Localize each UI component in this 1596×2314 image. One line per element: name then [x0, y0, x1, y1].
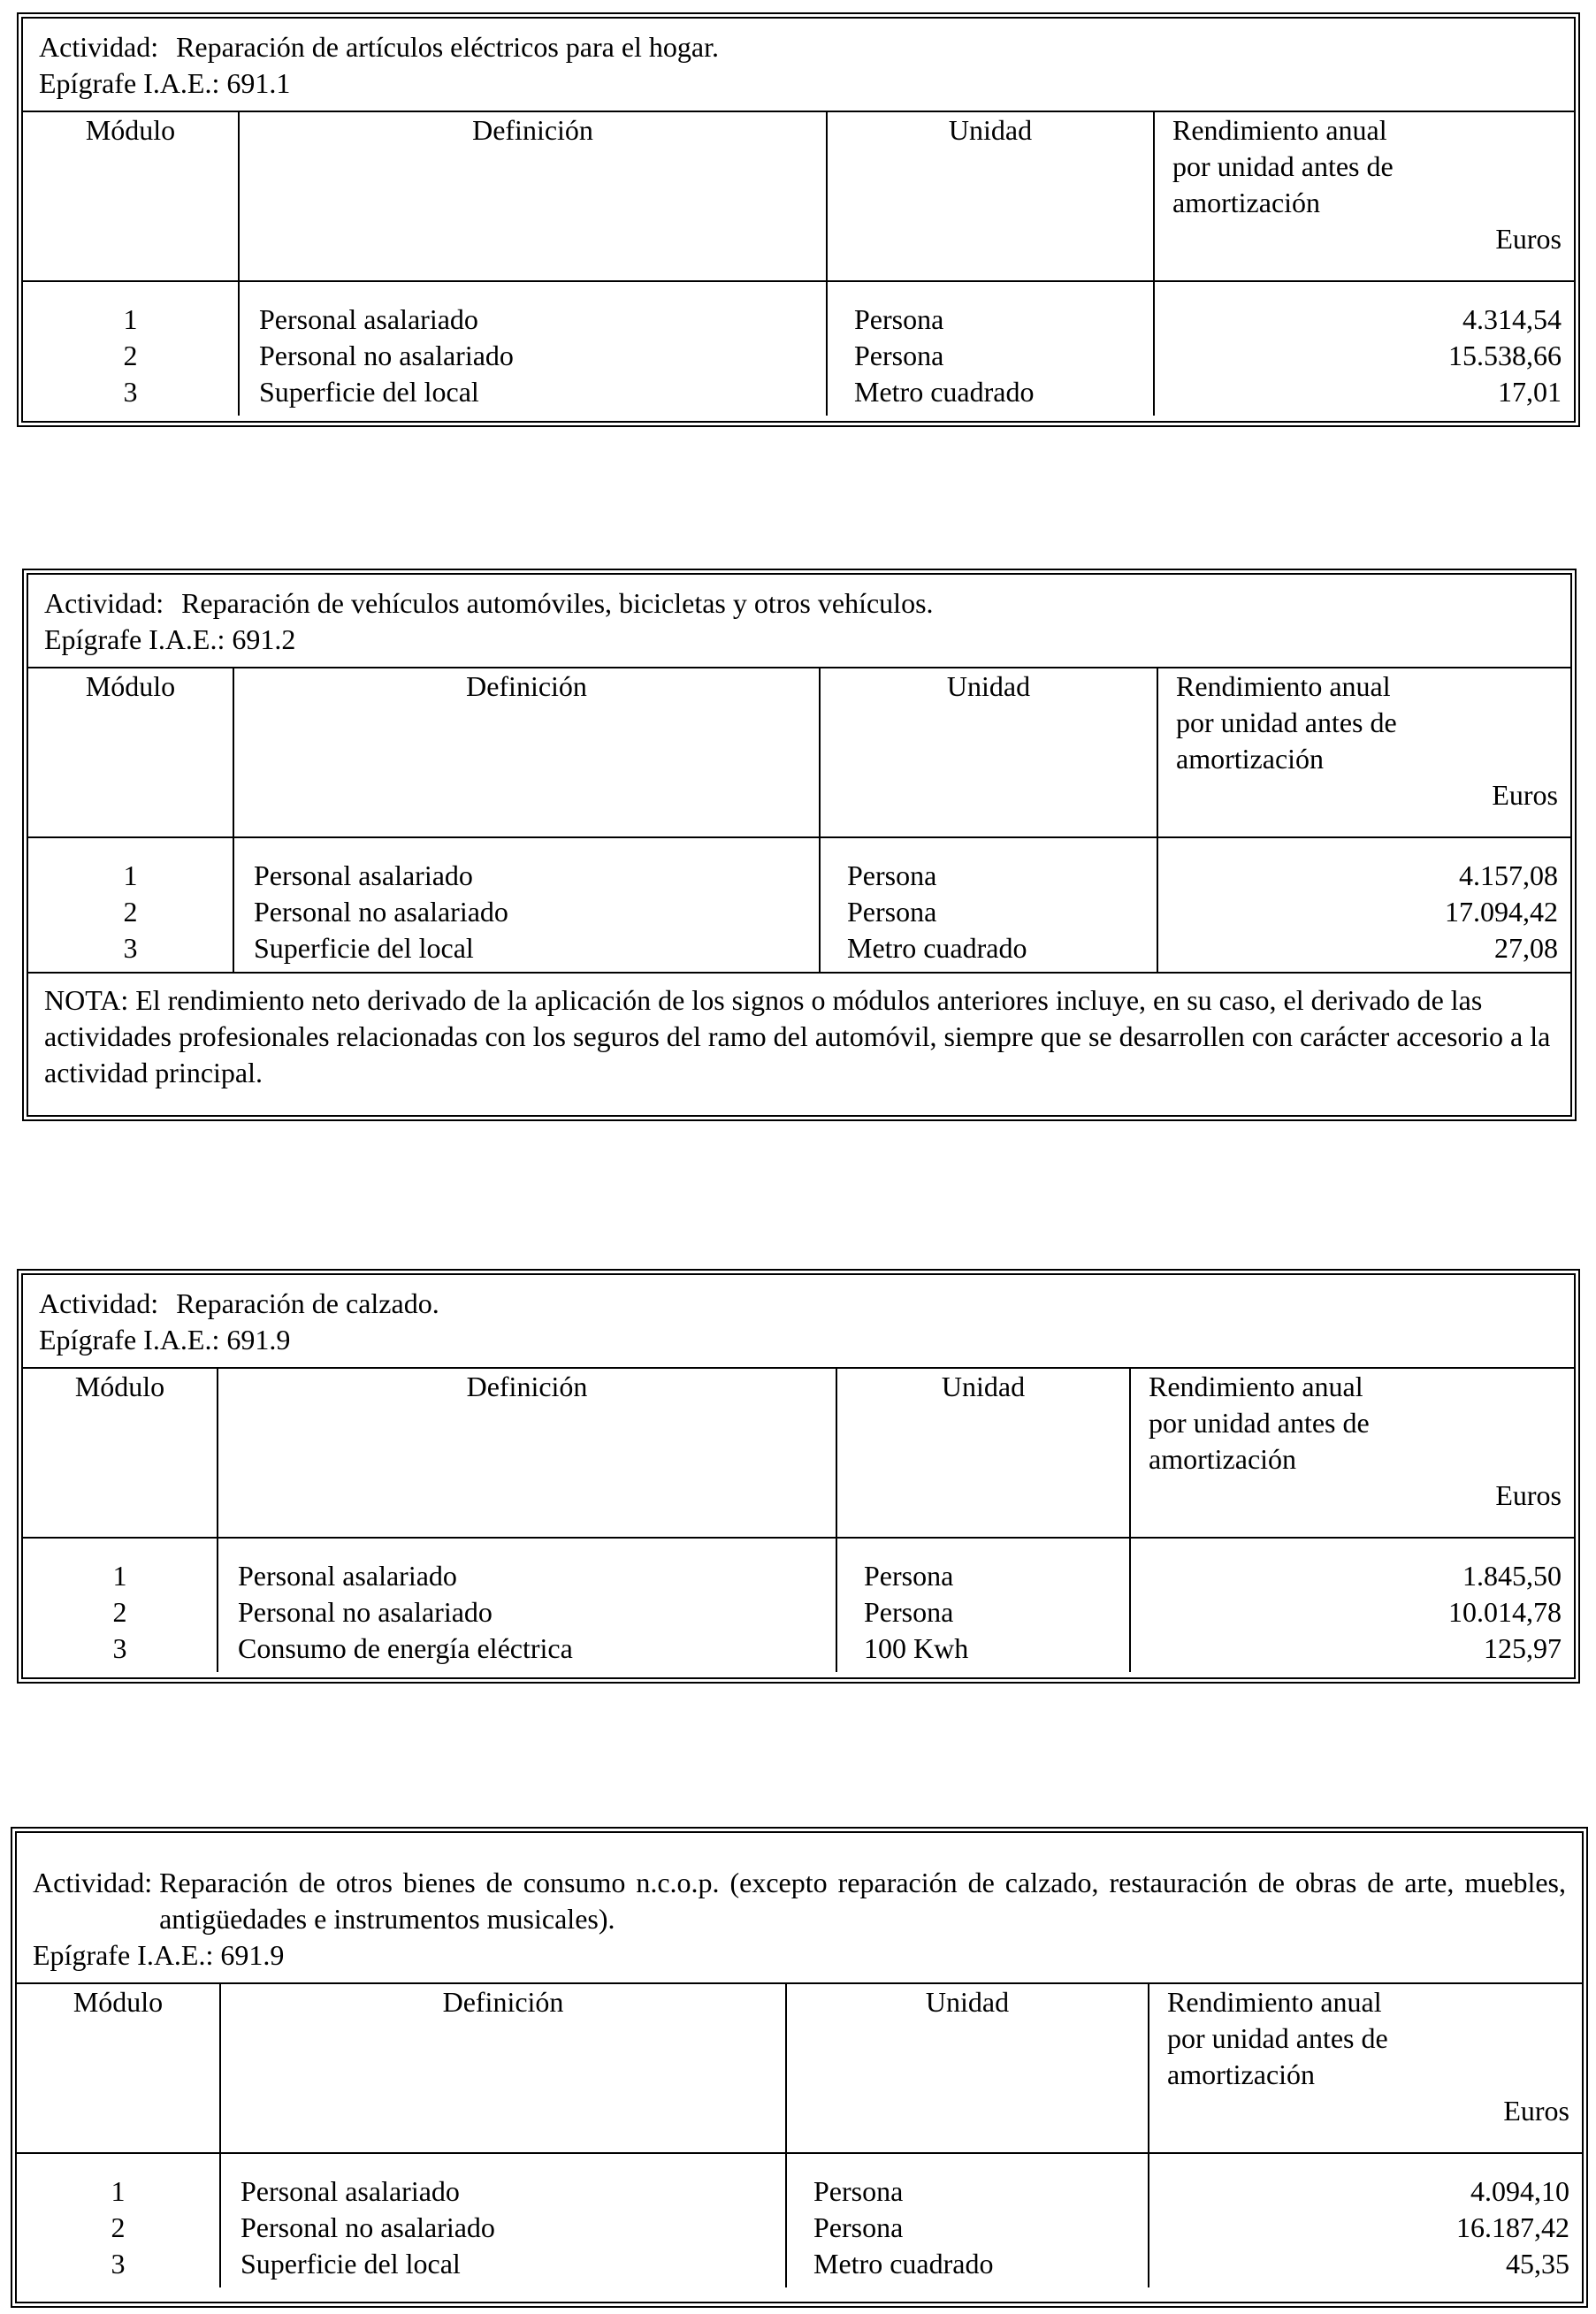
- epigrafe: Epígrafe I.A.E.: 691.9: [39, 1324, 291, 1356]
- header-definicion: Definición: [239, 111, 827, 281]
- modulo-column: 1 2 3: [123, 859, 138, 964]
- actividad-text: Reparación de calzado.: [176, 1287, 439, 1319]
- header-unidad: Unidad: [836, 1368, 1130, 1538]
- epigrafe: Epígrafe I.A.E.: 691.9: [33, 1939, 285, 1971]
- header-definicion: Definición: [218, 1368, 836, 1538]
- definicion-column: Personal asalariado Personal no asalariado Consumo de energía eléctrica: [218, 1538, 836, 1672]
- epigrafe: Epígrafe I.A.E.: 691.1: [39, 67, 291, 99]
- actividad-text: Reparación de otros bienes de consumo n.c.o.p. (excepto reparación de calzado, restauración de obras de arte, muebles, antigüedades e instrumentos musicales).: [159, 1867, 1566, 1935]
- table-691-9-calzado: [17, 1269, 1580, 1684]
- nota: NOTA: El rendimiento neto derivado de la aplicación de los signos o módulos anteriores incluye, en su caso, el derivado de las actividades profesionales relacionadas con los seguros del ramo del automóvil, siempre que se desarrollen con carácter accesorio a la actividad principal.: [28, 973, 1570, 1096]
- header-modulo: Módulo: [23, 111, 239, 281]
- header-rendimiento: Rendimiento anual por unidad antes de amortización Euros: [1154, 111, 1574, 281]
- header-rendimiento: Rendimiento anual por unidad antes de amortización Euros: [1149, 1983, 1582, 2153]
- actividad-label: Actividad:: [39, 31, 159, 63]
- table-691-9-otros: [11, 1827, 1588, 2308]
- header-unidad: Unidad: [786, 1983, 1149, 2153]
- table-691-2: [22, 569, 1577, 1121]
- actividad-text: Reparación de vehículos automóviles, bicicletas y otros vehículos.: [181, 587, 934, 619]
- rendimiento-column: 4.157,08 17.094,42 27,08: [1157, 837, 1570, 973]
- header-modulo: Módulo: [28, 668, 233, 837]
- header-euros: Euros: [1495, 223, 1562, 255]
- actividad-label: Actividad:: [44, 587, 164, 619]
- header-rendimiento: Rendimiento anual por unidad antes de amortización Euros: [1130, 1368, 1574, 1538]
- header-rendimiento: Rendimiento anual por unidad antes de amortización Euros: [1157, 668, 1570, 837]
- header-definicion: Definición: [233, 668, 820, 837]
- unidad-column: Persona Persona 100 Kwh: [836, 1538, 1130, 1672]
- header-modulo: Módulo: [17, 1983, 220, 2153]
- actividad-label: Actividad:: [33, 1867, 153, 1898]
- header-modulo: Módulo: [23, 1368, 218, 1538]
- rendimiento-column: 4.314,54 15.538,66 17,01: [1154, 281, 1574, 416]
- definicion-column: Personal asalariado Personal no asalariado Superficie del local: [220, 2153, 786, 2287]
- modulo-column: 1 2 3: [112, 1560, 127, 1664]
- actividad-text: Reparación de artículos eléctricos para el hogar.: [176, 31, 720, 63]
- unidad-column: Persona Persona Metro cuadrado: [827, 281, 1154, 416]
- header-unidad: Unidad: [820, 668, 1157, 837]
- definicion-column: Personal asalariado Personal no asalariado Superficie del local: [233, 837, 820, 973]
- header-definicion: Definición: [220, 1983, 786, 2153]
- rendimiento-column: 4.094,10 16.187,42 45,35: [1149, 2153, 1582, 2287]
- epigrafe: Epígrafe I.A.E.: 691.2: [44, 623, 296, 655]
- unidad-column: Persona Persona Metro cuadrado: [820, 837, 1157, 973]
- actividad-label: Actividad:: [39, 1287, 159, 1319]
- header-unidad: Unidad: [827, 111, 1154, 281]
- header-euros: Euros: [1492, 779, 1558, 811]
- header-euros: Euros: [1495, 1479, 1562, 1511]
- modulo-column: 1 2 3: [111, 2175, 126, 2280]
- rendimiento-column: 1.845,50 10.014,78 125,97: [1130, 1538, 1574, 1672]
- unidad-column: Persona Persona Metro cuadrado: [786, 2153, 1149, 2287]
- modulo-column: 1 2 3: [123, 303, 138, 408]
- table-691-1: [17, 12, 1580, 427]
- definicion-column: Personal asalariado Personal no asalariado Superficie del local: [239, 281, 827, 416]
- header-euros: Euros: [1503, 2095, 1569, 2127]
